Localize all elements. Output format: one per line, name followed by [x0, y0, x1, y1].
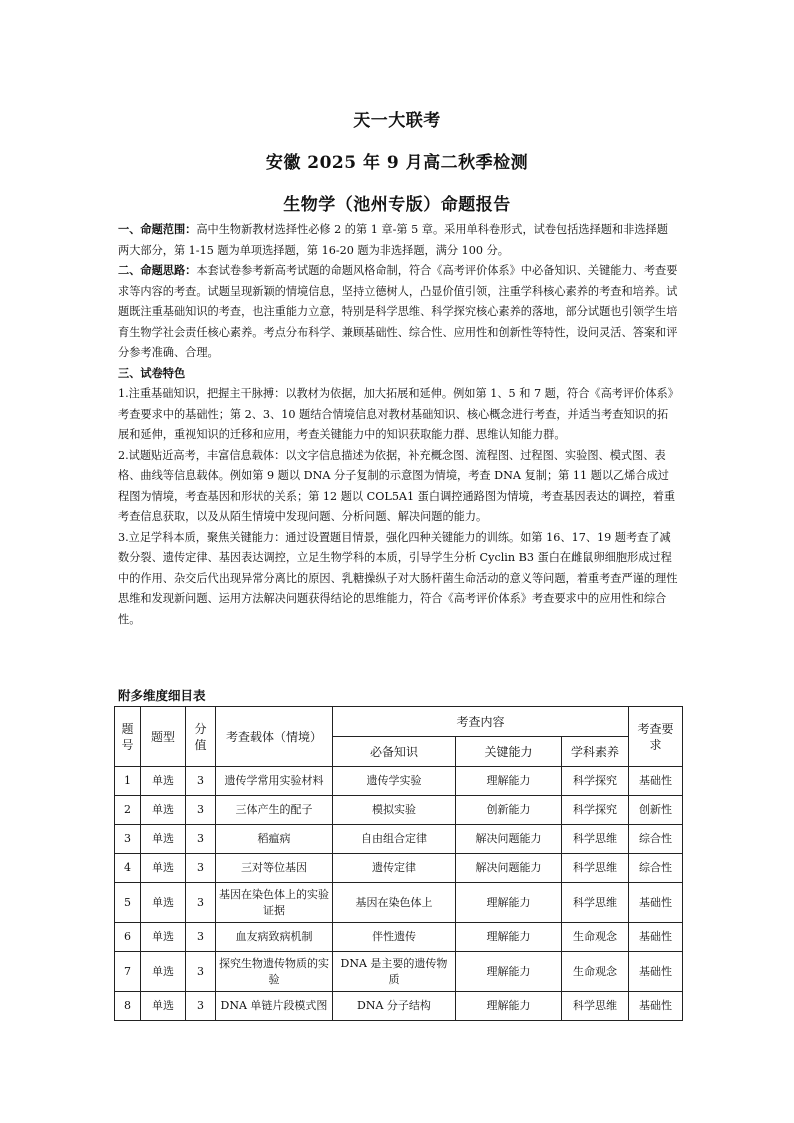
- cell-num: 5: [115, 883, 141, 923]
- cell-ability: 解决问题能力: [456, 825, 562, 854]
- cell-requirement: 基础性: [629, 883, 683, 923]
- cell-num: 6: [115, 923, 141, 952]
- cell-carrier: 三体产生的配子: [216, 796, 333, 825]
- idea-text: 本套试卷参考新高考试题的命题风格命制，符合《高考评价体系》中必备知识、关键能力、考查要求等内容的考查。试题呈现新颖的情境信息，坚持立德树人，凸显价值引领，注重学科核心素养的考查和培养。试题既注重基础知识的考查，也注重能力立意，特别是科学思维、科学探究核心素养的落地，部分试题也引领学生培育生物学社会责任核心素养。考点分布科学、兼顾基础性、综合性、应用性和创新性等特性，设问灵活、答案和评分参考准确、合理。: [118, 264, 678, 359]
- cell-carrier: 血友病致病机制: [216, 923, 333, 952]
- cell-requirement: 基础性: [629, 767, 683, 796]
- cell-requirement: 综合性: [629, 854, 683, 883]
- header-content: 考查内容: [333, 707, 629, 737]
- header-num: 题号: [115, 707, 141, 767]
- cell-literacy: 生命观念: [562, 923, 629, 952]
- cell-requirement: 综合性: [629, 825, 683, 854]
- table-row: [115, 796, 683, 825]
- cell-type: 单选: [141, 825, 186, 854]
- cell-type: 单选: [141, 796, 186, 825]
- cell-score: 3: [186, 952, 216, 992]
- table-row: [115, 854, 683, 883]
- cell-type: 单选: [141, 992, 186, 1021]
- cell-knowledge: 遗传学实验: [333, 767, 456, 796]
- cell-knowledge: DNA 是主要的遗传物质: [333, 952, 456, 992]
- table-row: [115, 992, 683, 1021]
- cell-knowledge: 自由组合定律: [333, 825, 456, 854]
- table-title: 附多维度细目表: [118, 688, 206, 703]
- exam-name-title: 安徽 2025 年 9 月高二秋季检测: [265, 153, 529, 173]
- table-row: [115, 923, 683, 952]
- cell-num: 7: [115, 952, 141, 992]
- cell-num: 2: [115, 796, 141, 825]
- cell-carrier: 稻瘟病: [216, 825, 333, 854]
- cell-requirement: 基础性: [629, 923, 683, 952]
- header-carrier: 考查载体（情境）: [216, 707, 333, 767]
- cell-carrier: 基因在染色体上的实验证据: [216, 883, 333, 923]
- header-type: 题型: [141, 707, 186, 767]
- cell-carrier: DNA 单链片段模式图: [216, 992, 333, 1021]
- cell-score: 3: [186, 883, 216, 923]
- cell-num: 3: [115, 825, 141, 854]
- cell-score: 3: [186, 923, 216, 952]
- feature-item: 1.注重基础知识，把握主干脉搏：以教材为依据，加大拓展和延伸。例如第 1、5 和 7 题，符合《高考评价体系》考查要求中的基础性；第 2、3、10 题结合情境信息对教材基础知识、核心概念进行考查，并适当考查知识的拓展和延伸，重视知识的迁移和应用，考查关键能力中的知识获取能力群、思维认知能力群。: [118, 387, 674, 441]
- cell-num: 1: [115, 767, 141, 796]
- cell-score: 3: [186, 767, 216, 796]
- scope-paragraph: [118, 220, 678, 261]
- cell-knowledge: 伴性遗传: [333, 923, 456, 952]
- cell-score: 3: [186, 854, 216, 883]
- cell-literacy: 科学思维: [562, 825, 629, 854]
- table-row: [115, 952, 683, 992]
- scope-heading: 一、命题范围：: [118, 223, 197, 236]
- idea-paragraph: [118, 261, 678, 364]
- cell-literacy: 生命观念: [562, 952, 629, 992]
- cell-carrier: 三对等位基因: [216, 854, 333, 883]
- cell-literacy: 科学探究: [562, 796, 629, 825]
- header-ability: 关键能力: [456, 737, 562, 767]
- exam-org-title: 天一大联考: [353, 111, 441, 131]
- cell-requirement: 基础性: [629, 992, 683, 1021]
- cell-ability: 解决问题能力: [456, 854, 562, 883]
- table-row: [115, 883, 683, 923]
- table-row: [115, 825, 683, 854]
- header-knowledge: 必备知识: [333, 737, 456, 767]
- cell-literacy: 科学思维: [562, 992, 629, 1021]
- cell-requirement: 创新性: [629, 796, 683, 825]
- cell-num: 8: [115, 992, 141, 1021]
- cell-ability: 理解能力: [456, 767, 562, 796]
- cell-type: 单选: [141, 923, 186, 952]
- features-heading: 三、试卷特色: [118, 366, 186, 380]
- cell-literacy: 科学思维: [562, 883, 629, 923]
- header-literacy: 学科素养: [562, 737, 629, 767]
- cell-score: 3: [186, 825, 216, 854]
- cell-knowledge: 基因在染色体上: [333, 883, 456, 923]
- specification-table: [114, 706, 683, 1021]
- cell-ability: 创新能力: [456, 796, 562, 825]
- cell-literacy: 科学探究: [562, 767, 629, 796]
- feature-item: 3.立足学科本质，聚焦关键能力：通过设置题目情景，强化四种关键能力的训练。如第 16、17、19 题考查了减数分裂、遗传定律、基因表达调控，立足生物学科的本质，引导学生分析 Cyclin B3 蛋白在雌鼠卵细胞形成过程中的作用、杂交后代出现异常分离比的原因、乳糖操纵子对大肠杆菌生命活动的意义等问题，着重考查严谨的理性思维和发现新问题、运用方法解决问题获得结论的思维能力，符合《高考评价体系》考查要求中的应用性和综合性。: [118, 530, 678, 626]
- scope-text: 高中生物新教材选择性必修 2 的第 1 章-第 5 章。采用单科卷形式，试卷包括选择题和非选择题两大部分，第 1-15 题为单项选择题，第 16-20 题为非选择题，满分 100 分。: [118, 223, 668, 257]
- idea-heading: 二、命题思路：: [118, 264, 197, 277]
- cell-carrier: 遗传学常用实验材料: [216, 767, 333, 796]
- cell-score: 3: [186, 992, 216, 1021]
- header-requirement: 考查要求: [629, 707, 683, 767]
- header-score: 分值: [186, 707, 216, 767]
- cell-type: 单选: [141, 854, 186, 883]
- cell-ability: 理解能力: [456, 923, 562, 952]
- table-row: [115, 767, 683, 796]
- report-body: [118, 220, 678, 630]
- cell-ability: 理解能力: [456, 952, 562, 992]
- cell-num: 4: [115, 854, 141, 883]
- report-title: 生物学（池州专版）命题报告: [283, 195, 511, 215]
- cell-type: 单选: [141, 883, 186, 923]
- cell-type: 单选: [141, 767, 186, 796]
- cell-requirement: 基础性: [629, 952, 683, 992]
- cell-type: 单选: [141, 952, 186, 992]
- cell-ability: 理解能力: [456, 883, 562, 923]
- cell-score: 3: [186, 796, 216, 825]
- cell-knowledge: DNA 分子结构: [333, 992, 456, 1021]
- cell-ability: 理解能力: [456, 992, 562, 1021]
- cell-knowledge: 模拟实验: [333, 796, 456, 825]
- cell-carrier: 探究生物遗传物质的实验: [216, 952, 333, 992]
- cell-literacy: 科学思维: [562, 854, 629, 883]
- cell-knowledge: 遗传定律: [333, 854, 456, 883]
- feature-item: 2.试题贴近高考，丰富信息载体：以文字信息描述为依据，补充概念图、流程图、过程图、实验图、模式图、表格、曲线等信息载体。例如第 9 题以 DNA 分子复制的示意图为情境，考查 DNA 复制；第 11 题以乙烯合成过程图为情境，考查基因和形状的关系；第 12 题以 COL5A1 蛋白调控通路图为情境，考查基因表达的调控，着重考查信息获取，以及从陌生情境中发现问题、分析问题、解决问题的能力。: [118, 448, 676, 523]
